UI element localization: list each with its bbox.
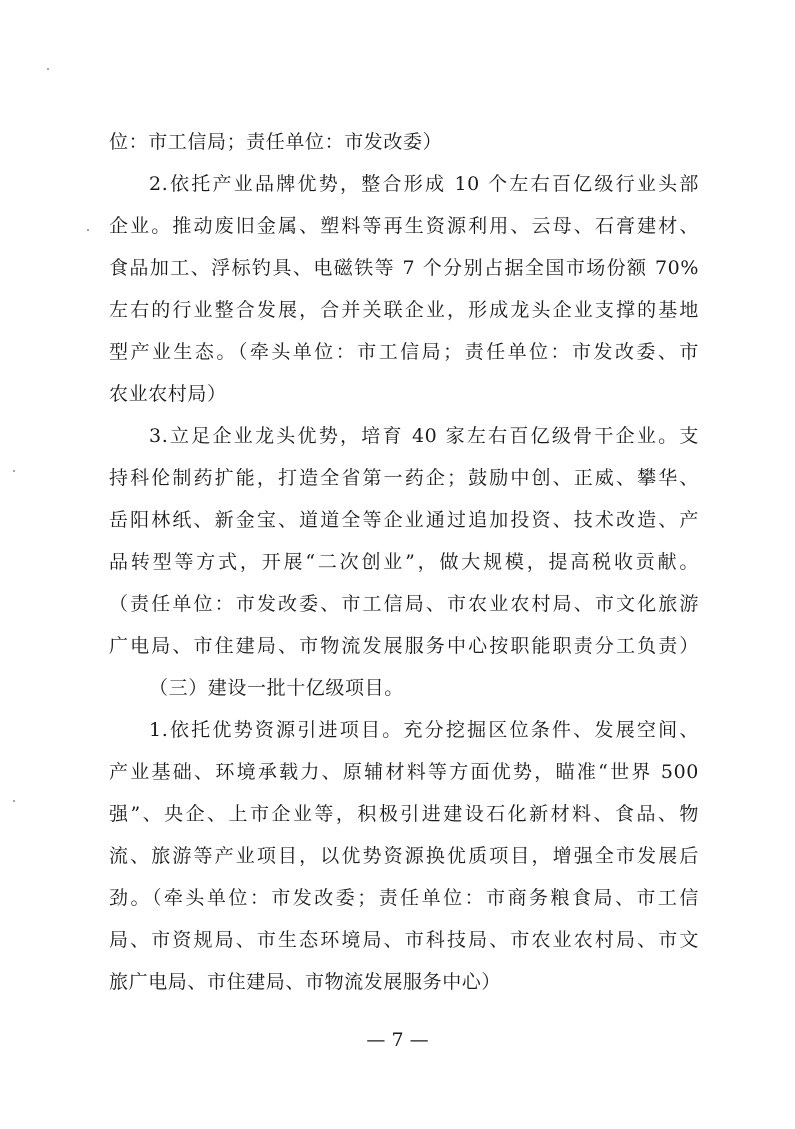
text-line: 型产业生态。（牵头单位：市工信局；责任单位：市发改委、市 [109, 341, 699, 363]
text-line: 局、市资规局、市生态环境局、市科技局、市农业农村局、市文 [109, 929, 699, 951]
text-line: 位：市工信局；责任单位：市发改委） [109, 131, 443, 153]
scan-speck [13, 800, 15, 802]
page-number: — 7 — [366, 1029, 429, 1051]
text-line: 产业基础、环境承载力、原辅材料等方面优势，瞄准“世界 500 [109, 761, 699, 783]
scan-speck [47, 68, 49, 70]
text-line: （责任单位：市发改委、市工信局、市农业农村局、市文化旅游 [109, 593, 699, 615]
text-line: 2.依托产业品牌优势，整合形成 10 个左右百亿级行业头部 [149, 173, 699, 195]
scan-speck [87, 229, 89, 231]
text-line: 1.依托优势资源引进项目。充分挖掘区位条件、发展空间、 [149, 719, 699, 741]
document-body [109, 126, 699, 1008]
scan-speck [13, 470, 15, 472]
text-line: 旅广电局、市住建局、市物流发展服务中心） [109, 971, 502, 993]
text-line: 强”、央企、上市企业等，积极引进建设石化新材料、食品、物 [109, 803, 699, 825]
text-line: 劲。（牵头单位：市发改委；责任单位：市商务粮食局、市工信 [109, 887, 699, 909]
text-line: 农业农村局） [109, 383, 227, 405]
text-line: 左右的行业整合发展，合并关联企业，形成龙头企业支撑的基地 [109, 299, 699, 321]
text-line: 品转型等方式，开展“二次创业”，做大规模，提高税收贡献。 [109, 551, 699, 573]
text-line: 广电局、市住建局、市物流发展服务中心按职能职责分工负责） [109, 635, 699, 657]
text-line: 持科伦制药扩能，打造全省第一药企；鼓励中创、正威、攀华、 [109, 467, 699, 489]
text-line: 食品加工、浮标钓具、电磁铁等 7 个分别占据全国市场份额 70% [109, 257, 699, 279]
section-heading: （三）建设一批十亿级项目。 [149, 677, 404, 699]
text-line: 企业。推动废旧金属、塑料等再生资源利用、云母、石膏建材、 [109, 215, 699, 237]
text-line: 流、旅游等产业项目，以优势资源换优质项目，增强全市发展后 [109, 845, 699, 867]
text-line: 岳阳林纸、新金宝、道道全等企业通过追加投资、技术改造、产 [109, 509, 699, 531]
text-line: 3.立足企业龙头优势，培育 40 家左右百亿级骨干企业。支 [149, 425, 699, 447]
